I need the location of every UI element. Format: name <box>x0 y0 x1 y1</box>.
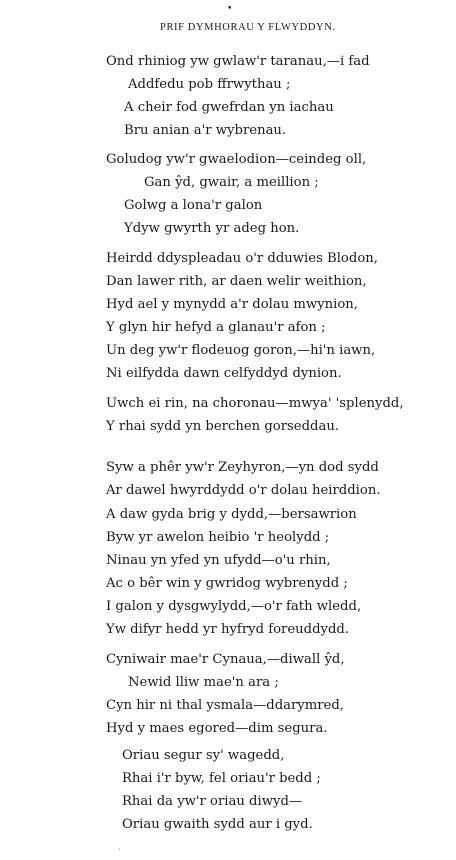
verse-line: A cheir fod gwefrdan yn iachau <box>124 100 334 115</box>
verse-line: Golwg a lona'r galon <box>124 198 263 213</box>
verse-line: Y glyn hir hefyd a glanau'r afon ; <box>106 320 326 335</box>
verse-line: Oriau segur sy' wagedd, <box>122 748 285 763</box>
verse-line: Rhai da yw'r oriau diwyd— <box>122 794 303 809</box>
verse-line: Ydyw gwyrth yr adeg hon. <box>124 221 300 236</box>
verse-line: Ar dawel hwyrddydd o'r dolau heirddion. <box>106 483 381 498</box>
verse-line: Cyn hir ni thal ysmala—ddarymred, <box>106 698 344 713</box>
verse-line: Bru anian a'r wybrenau. <box>124 123 287 138</box>
verse-line: Hyd ael y mynydd a'r dolau mwynion, <box>106 297 358 312</box>
verse-line: Hyd y maes egored—dim segura. <box>106 721 328 736</box>
verse-line: Yw difyr hedd yr hyfryd foreuddydd. <box>106 622 350 637</box>
verse-line: Goludog yw'r gwaelodion—ceindeg oll, <box>106 152 367 167</box>
verse-line: Ond rhiniog yw gwlaw'r taranau,—i fad <box>106 54 370 69</box>
verse-line: I galon y dysgwylydd,—o'r fath wledd, <box>106 599 362 614</box>
verse-line: Syw a phêr yw'r Zeyhyron,—yn dod sydd <box>106 460 379 475</box>
page-speck: · <box>118 845 121 854</box>
verse-line: Gan ŷd, gwair, a meillion ; <box>144 175 319 190</box>
verse-line: Oriau gwaith sydd aur i gyd. <box>122 817 313 832</box>
verse-line: Heirdd ddyspleadau o'r dduwies Blodon, <box>106 251 378 266</box>
verse-line: Addfedu pob ffrwythau ; <box>128 77 291 92</box>
page-header: PRIF DYMHORAU Y FLWYDDYN. <box>160 22 336 33</box>
page-marker: • <box>227 4 233 14</box>
verse-line: Rhai i'r byw, fel oriau'r bedd ; <box>122 771 321 786</box>
verse-line: Uwch ei rin, na choronau—mwya' 'splenydd, <box>106 396 404 411</box>
verse-line: Ni eilfydda dawn celfyddyd dynion. <box>106 366 342 381</box>
verse-line: Newid lliw mae'n ara ; <box>128 675 279 690</box>
verse-line: A daw gyda brig y dydd,—bersawrion <box>106 507 357 522</box>
verse-line: Cyniwair mae'r Cynaua,—diwall ŷd, <box>106 652 345 667</box>
verse-line: Dan lawer rith, ar daen welir weithion, <box>106 274 367 289</box>
verse-line: Un deg yw'r flodeuog goron,—hi'n iawn, <box>106 343 376 358</box>
verse-line: Byw yr awelon heibio 'r heolydd ; <box>106 530 330 545</box>
verse-line: Ac o bêr win y gwridog wybrenydd ; <box>106 576 348 591</box>
verse-line: Y rhai sydd yn berchen gorseddau. <box>106 419 340 434</box>
verse-line: Ninau yn yfed yn ufydd—o'u rhin, <box>106 553 331 568</box>
